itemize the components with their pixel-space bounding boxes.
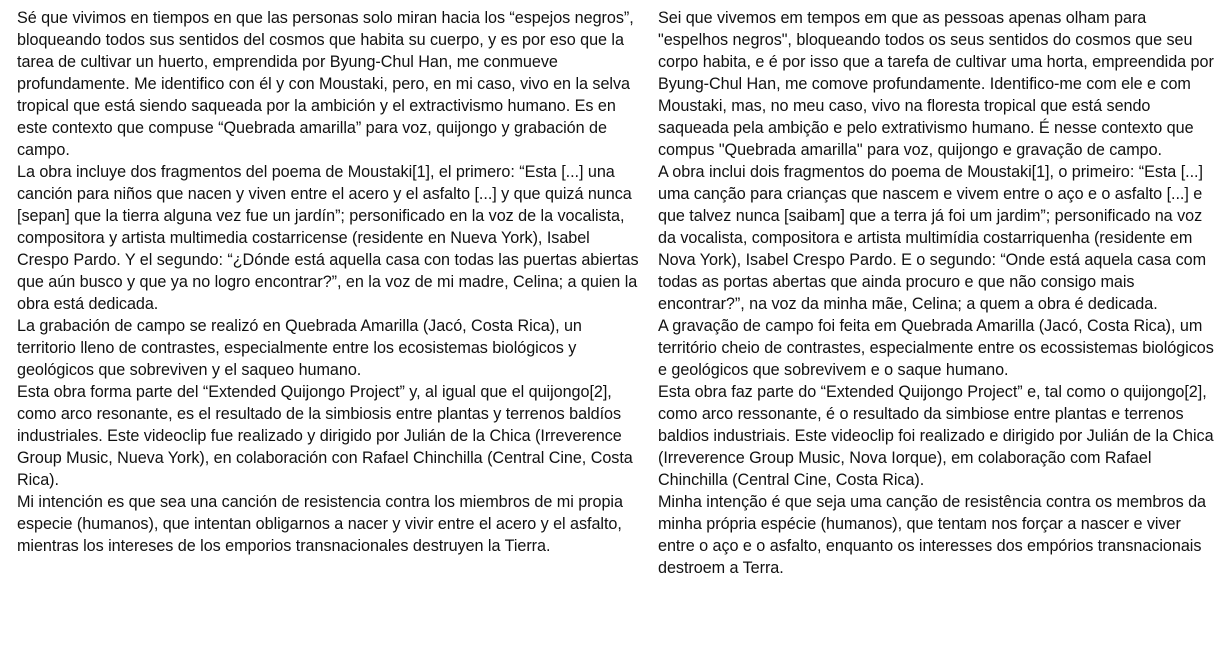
spanish-paragraph-4: Esta obra forma parte del “Extended Quijongo Project” y, al igual que el quijongo[2], como arco resonante, es el resultado de la simbiosis entre plantas y terrenos baldíos industriales. Este videoclip fue realizado y dirigido por Julián de la Chica (Irreverence Group Music, Nueva York), en colaboración con Rafael Chinchilla (Central Cine, Costa Rica). — [17, 383, 633, 489]
spanish-text-column — [17, 7, 641, 557]
portuguese-text-column — [658, 7, 1218, 579]
portuguese-paragraph-1: Sei que vivemos em tempos em que as pessoas apenas olham para "espelhos negros", bloqueando todos os seus sentidos do cosmos que seu corpo habita, e é por isso que a tarefa de cultivar uma horta, empreendida por Byung-Chul Han, me comove profundamente. Identifico-me com ele e com Moustaki, mas, no meu caso, vivo na floresta tropical que está sendo saqueada pela ambição e pelo extrativismo humano. É nesse contexto que compus "Quebrada amarilla" para voz, quijongo e gravação de campo. — [658, 9, 1214, 159]
portuguese-paragraph-3: A gravação de campo foi feita em Quebrada Amarilla (Jacó, Costa Rica), um território cheio de contrastes, especialmente entre os ecossistemas biológicos e geológicos que sobrevivem e o saque humano. — [658, 317, 1214, 379]
spanish-paragraph-5: Mi intención es que sea una canción de resistencia contra los miembros de mi propia especie (humanos), que intentan obligarnos a nacer y vivir entre el acero y el asfalto, mientras los intereses de los emporios transnacionales destruyen la Tierra. — [17, 493, 623, 555]
portuguese-paragraph-2: A obra inclui dois fragmentos do poema de Moustaki[1], o primeiro: “Esta [...] uma canção para crianças que nascem e vivem entre o aço e o asfalto [...] e que talvez nunca [saibam] que a terra já foi um jardim”; personificado na voz da vocalista, compositora e artista multimídia costarriquenha (residente em Nova York), Isabel Crespo Pardo. E o segundo: “Onde está aquela casa com todas as portas abertas que ainda procuro e que não consigo mais encontrar?”, na voz da minha mãe, Celina; a quem a obra é dedicada. — [658, 163, 1206, 313]
portuguese-paragraph-5: Minha intenção é que seja uma canção de resistência contra os membros da minha própria espécie (humanos), que tentam nos forçar a nascer e viver entre o aço e o asfalto, enquanto os interesses dos empórios transnacionais destroem a Terra. — [658, 493, 1206, 577]
spanish-paragraph-2: La obra incluye dos fragmentos del poema de Moustaki[1], el primero: “Esta [...] una canción para niños que nacen y viven entre el acero y el asfalto [...] y que quizá nunca [sepan] que la tierra alguna vez fue un jardín”; personificado en la voz de la vocalista, compositora y artista multimedia costarricense (residente en Nueva York), Isabel Crespo Pardo. Y el segundo: “¿Dónde está aquella casa con todas las puertas abiertas que aún busco y que ya no logro encontrar?”, en la voz de mi madre, Celina; a quien la obra está dedicada. — [17, 163, 639, 313]
spanish-paragraph-3: La grabación de campo se realizó en Quebrada Amarilla (Jacó, Costa Rica), un territorio lleno de contrastes, especialmente entre los ecosistemas biológicos y geológicos que sobreviven y el saqueo humano. — [17, 317, 582, 379]
portuguese-paragraph-4: Esta obra faz parte do “Extended Quijongo Project” e, tal como o quijongo[2], como arco ressonante, é o resultado da simbiose entre plantas e terrenos baldios industriais. Este videoclip foi realizado e dirigido por Julián de la Chica (Irreverence Group Music, Nova Iorque), em colaboração com Rafael Chinchilla (Central Cine, Costa Rica). — [658, 383, 1214, 489]
spanish-paragraph-1: Sé que vivimos en tiempos en que las personas solo miran hacia los “espejos negros”, bloqueando todos sus sentidos del cosmos que habita su cuerpo, y es por eso que la tarea de cultivar un huerto, emprendida por Byung-Chul Han, me conmueve profundamente. Me identifico con él y con Moustaki, pero, en mi caso, vivo en la selva tropical que está siendo saqueada por la ambición y el extractivismo humano. Es en este contexto que compuse “Quebrada amarilla” para voz, quijongo y grabación de campo. — [17, 9, 634, 159]
